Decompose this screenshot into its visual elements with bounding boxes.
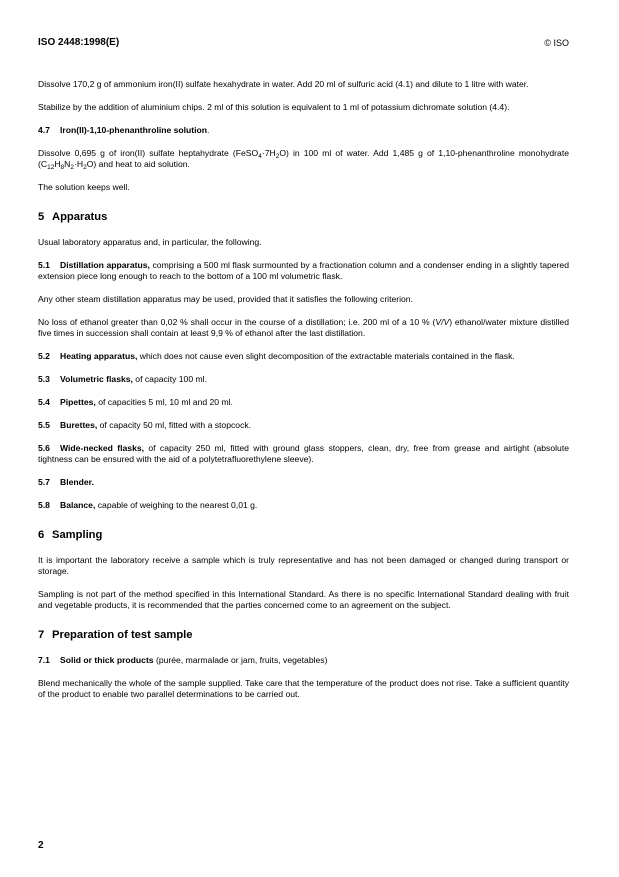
paragraph-ethanol-criterion: No loss of ethanol greater than 0,02 % shall occur in the course of a distillation; i.e. 200 ml of a 10 % (V/V) ethanol/water mixture distilled five times in succession shall contain at least 9,9 % of ethanol after the last distillation. (38, 317, 569, 338)
page-content (38, 79, 569, 712)
clause-5-5: 5.5 Burettes, of capacity 50 ml, fitted with a stopcock. (38, 420, 252, 430)
clause-5-2: 5.2 Heating apparatus, which does not cause even slight decomposition of the extractable materials contained in the flask. (38, 351, 515, 361)
clause-tail: . (207, 125, 210, 135)
document-id: ISO 2448:1998(E) (38, 37, 120, 48)
paragraph: Dissolve 170,2 g of ammonium iron(II) sulfate hexahydrate in water. Add 20 ml of sulfuric acid (4.1) and dilute to 1 litre with water. (38, 79, 529, 89)
paragraph: The solution keeps well. (38, 182, 130, 192)
copyright-notice: © ISO (544, 38, 569, 48)
clause-5-1: 5.1 Distillation apparatus, comprising a 500 ml flask surmounted by a fractionation column and a condenser ending in a slightly tapered extension piece long enough to reach to the bottom of a 100 ml volumetric flask. (38, 260, 569, 281)
paragraph-phenanthroline-prep: Dissolve 0,695 g of iron(II) sulfate heptahydrate $(FeSO_4\cdot 7H_2O)$ in 100 ml of water. Add 1,485 g of 1,10-phenanthroline monohydrate $(C_{12}H_8N_2\cdot H_2O)$ and heat to aid solution. (38, 148, 569, 171)
paragraph: Blend mechanically the whole of the sample supplied. Take care that the temperature of the product does not rise. Take a sufficient quantity of the product to enable two parallel determinations to be carried out. (38, 678, 569, 699)
paragraph: Usual laboratory apparatus and, in particular, the following. (38, 237, 262, 247)
clause-4-7 (38, 125, 569, 136)
clause-5-4: 5.4 Pipettes, of capacities 5 ml, 10 ml and 20 ml. (38, 397, 233, 407)
paragraph: Stabilize by the addition of aluminium chips. 2 ml of this solution is equivalent to 1 ml of potassium dichromate solution (4.4). (38, 102, 510, 112)
clause-7-1: 7.1 Solid or thick products (purée, marmalade or jam, fruits, vegetables) (38, 655, 328, 665)
paragraph: It is important the laboratory receive a sample which is truly representative and has not been damaged or changed during transport or storage. (38, 555, 569, 576)
clause-5-3: 5.3 Volumetric flasks, of capacity 100 ml. (38, 374, 207, 384)
page-number: 2 (38, 840, 44, 851)
paragraph: Any other steam distillation apparatus may be used, provided that it satisfies the following criterion. (38, 294, 413, 304)
section-heading-sampling: 6 Sampling (38, 529, 103, 541)
clause-5-7: 5.7 Blender. (38, 477, 94, 487)
section-heading-apparatus: 5 Apparatus (38, 211, 108, 223)
clause-number: 4.7 (38, 125, 50, 135)
clause-title: Iron(II)-1,10-phenanthroline solution (60, 125, 208, 135)
clause-5-8: 5.8 Balance, capable of weighing to the nearest 0,01 g. (38, 500, 258, 510)
section-heading-preparation: 7 Preparation of test sample (38, 629, 193, 641)
clause-5-6: 5.6 Wide-necked flasks, of capacity 250 ml, fitted with ground glass stoppers, clean, dry, free from grease and airtight (absolute tightness can be ensured with the aid of a polytetrafluorethylene sleeve). (38, 443, 569, 464)
paragraph: Sampling is not part of the method specified in this International Standard. As there is no specific International Standard dealing with fruit and vegetable products, it is recommended that the parties concerned come to an agreement on the subject. (38, 589, 569, 610)
